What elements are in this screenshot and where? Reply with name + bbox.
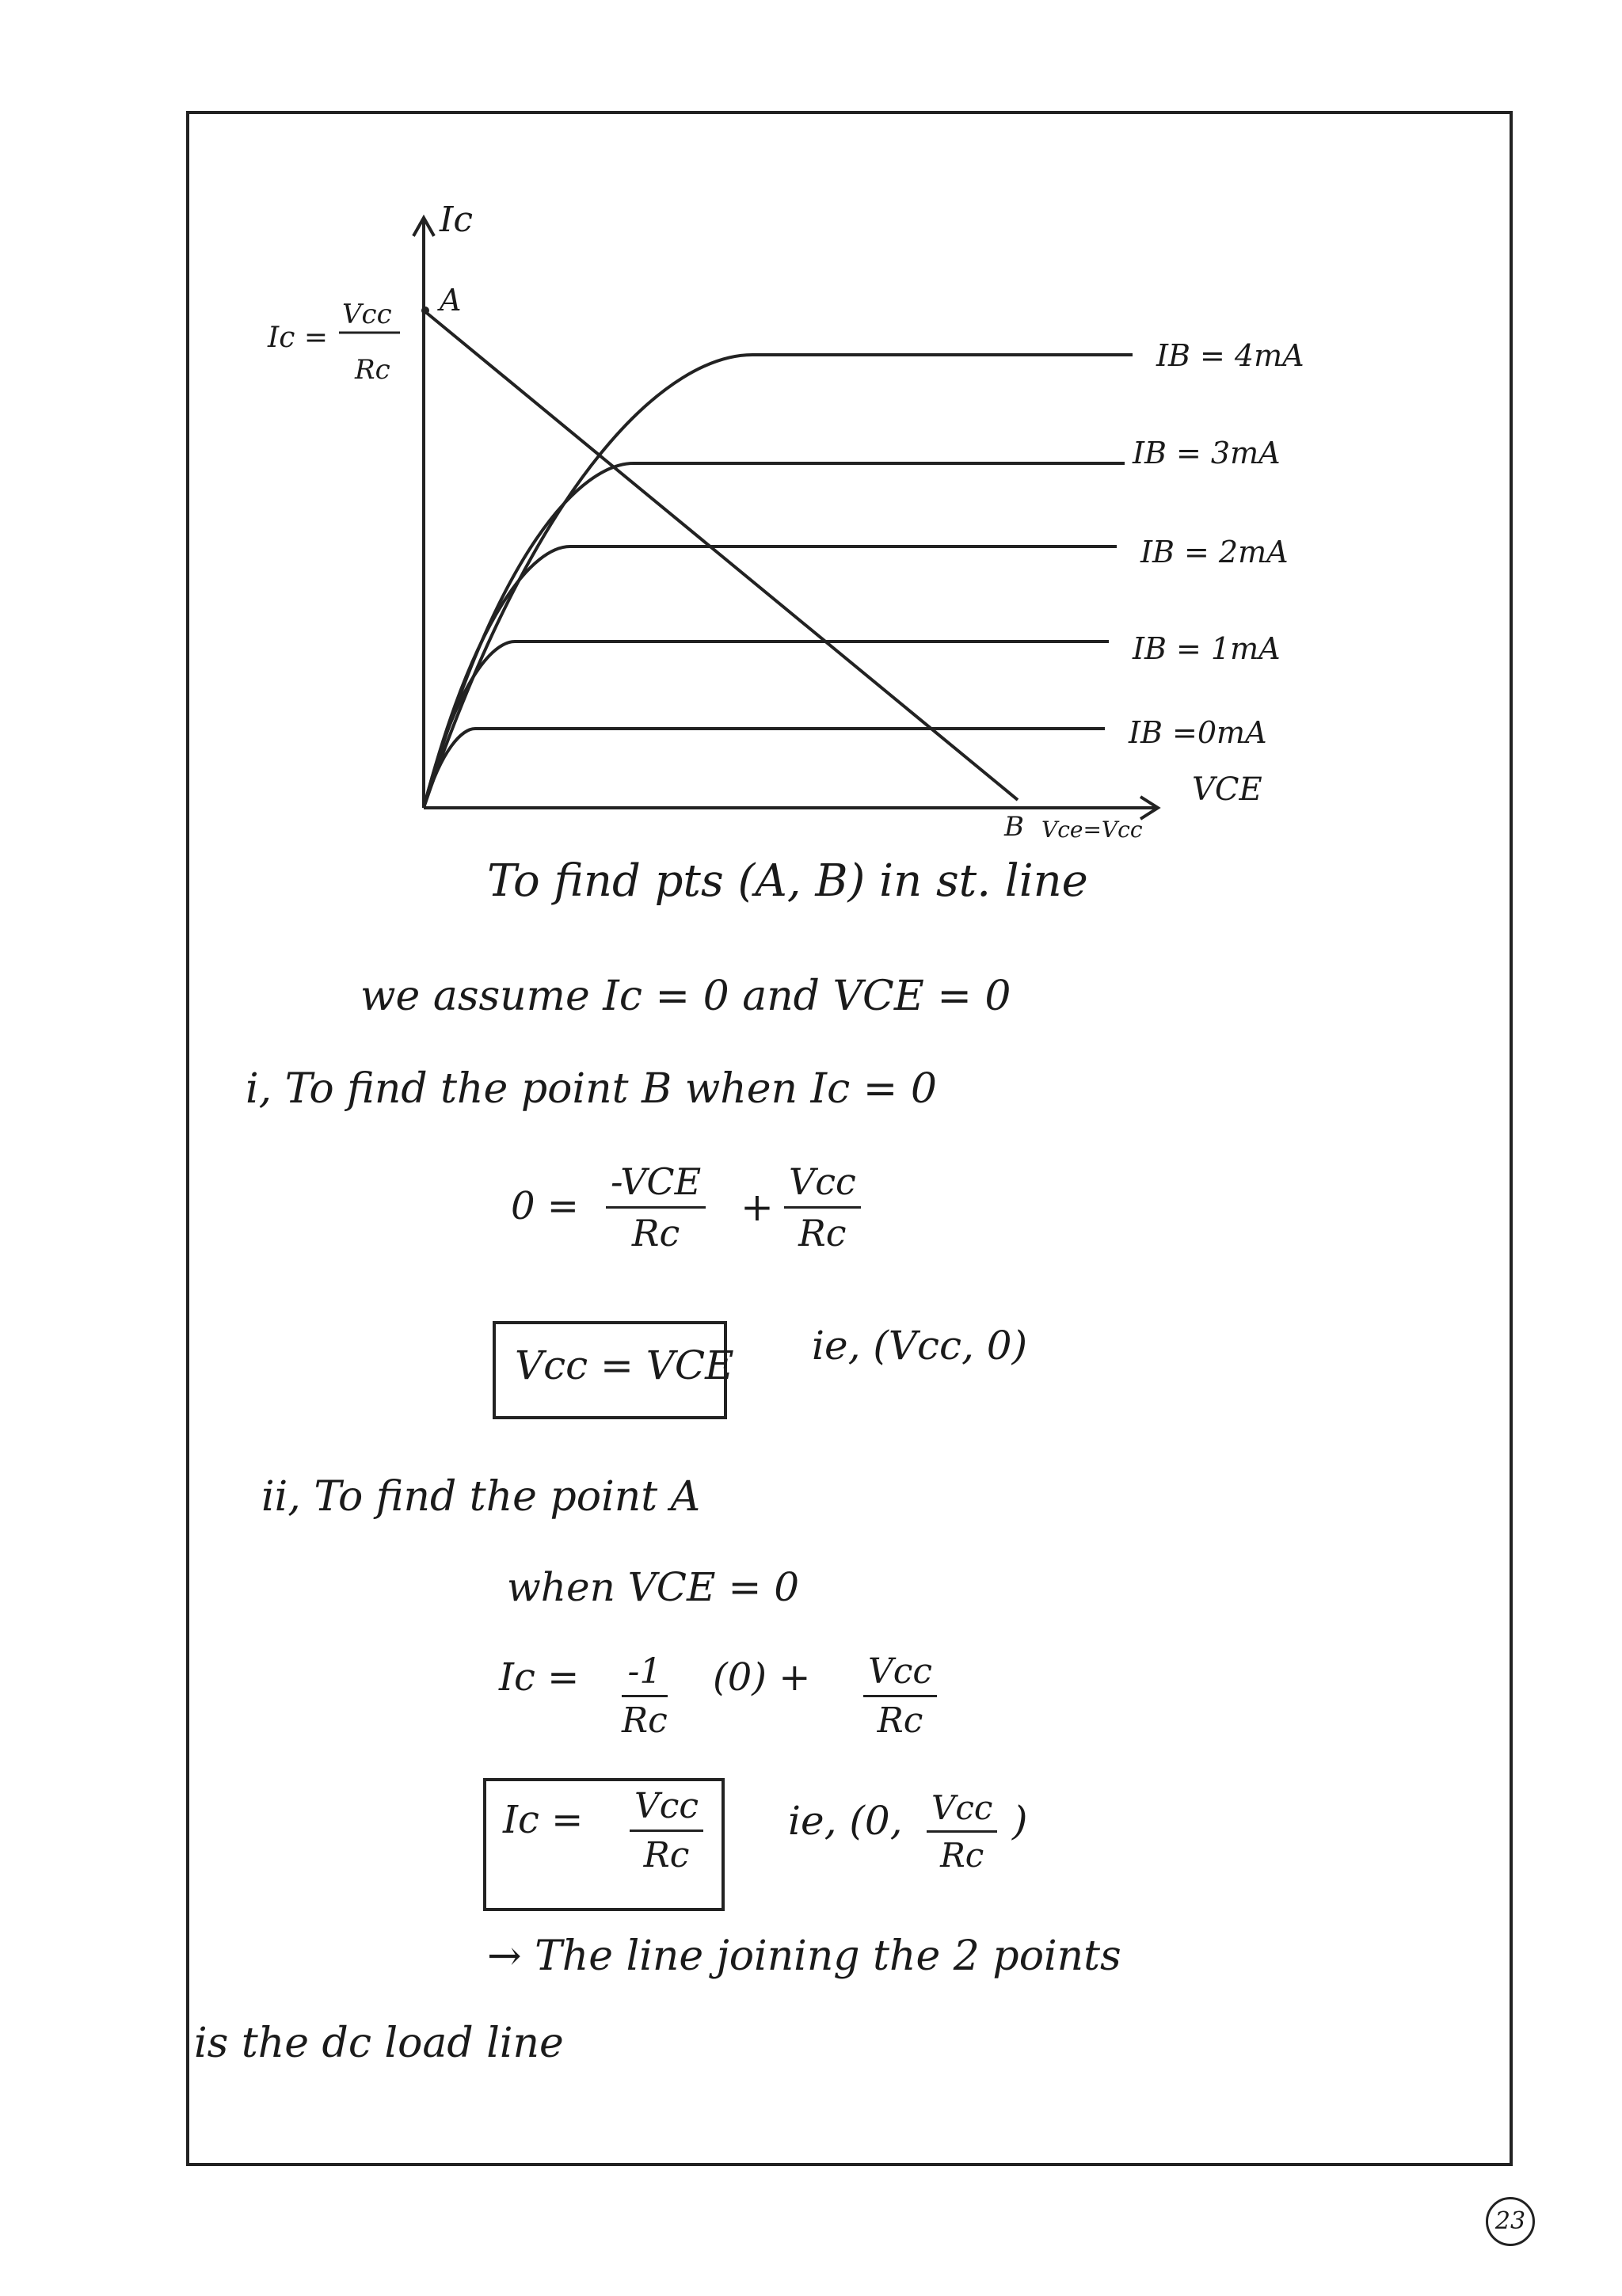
curves xyxy=(424,338,1304,808)
eq1-term1-num: -VCE xyxy=(606,1160,706,1209)
conclusion-line-2: is the dc load line xyxy=(194,2020,564,2067)
result-box-vcc-text: Vcc = VCE xyxy=(515,1342,734,1388)
ib-curve-3 xyxy=(424,642,1109,808)
point-b-coordinates: ie, (Vcc, 0) xyxy=(812,1323,1028,1369)
transistor-characteristics-chart xyxy=(0,0,1622,871)
eq2-term1 xyxy=(622,1651,668,1741)
x-axis-label: VCE xyxy=(1192,771,1262,808)
eq1-term2-den: Rc xyxy=(798,1212,847,1255)
point-a-coordinates-den: Rc xyxy=(940,1836,984,1875)
ib-curve-2 xyxy=(424,546,1117,808)
eq2-middle: (0) + xyxy=(713,1655,811,1700)
point-a-coordinates-fraction xyxy=(927,1788,997,1875)
eq2-lhs: Ic = xyxy=(499,1655,580,1700)
eq1-term2-num: Vcc xyxy=(784,1160,861,1209)
step-two-condition: when VCE = 0 xyxy=(507,1564,800,1610)
point-a-coordinates-prefix: ie, (0, xyxy=(788,1798,903,1844)
point-b-label: B xyxy=(1004,811,1024,843)
eq1-plus: + xyxy=(741,1184,774,1230)
heading-find-points: To find pts (A, B) in st. line xyxy=(487,855,1088,907)
page-number: 23 xyxy=(1486,2197,1535,2246)
dc-load-line xyxy=(424,310,1018,800)
eq2-term2-num: Vcc xyxy=(863,1651,937,1697)
ib-curve-label-2: IB = 2mA xyxy=(1140,535,1289,569)
step-one-heading: i, To find the point B when Ic = 0 xyxy=(246,1065,937,1113)
y-intercept-den: Rc xyxy=(355,354,390,386)
eq2-term2-den: Rc xyxy=(877,1700,923,1741)
point-a-coordinates-num: Vcc xyxy=(927,1788,997,1833)
ib-curve-label-1: IB = 3mA xyxy=(1133,436,1281,470)
eq1-term1 xyxy=(606,1160,706,1255)
assumption-line: we assume Ic = 0 and VCE = 0 xyxy=(360,973,1011,1020)
result-box-ic-num: Vcc xyxy=(630,1786,703,1832)
ib-curve-4 xyxy=(424,729,1105,808)
ib-curve-1 xyxy=(424,463,1125,808)
ib-curve-label-4: IB =0mA xyxy=(1129,715,1267,750)
eq2-term2 xyxy=(863,1651,937,1741)
result-box-ic-lhs: Ic = xyxy=(503,1798,584,1842)
eq1-term2 xyxy=(784,1160,861,1255)
eq2-term1-num: -1 xyxy=(622,1651,668,1697)
point-a-marker xyxy=(421,307,429,314)
y-intercept-lhs: Ic = xyxy=(268,322,328,354)
result-box-ic-fraction xyxy=(630,1786,703,1875)
ib-curve-0 xyxy=(424,355,1133,808)
step-two-heading: ii, To find the point A xyxy=(261,1473,701,1521)
eq1-term1-den: Rc xyxy=(631,1212,680,1255)
x-intercept-label: Vce=Vcc xyxy=(1041,817,1143,843)
y-axis-label: Ic xyxy=(440,200,474,240)
ib-curve-label-3: IB = 1mA xyxy=(1133,631,1281,666)
ib-curve-label-0: IB = 4mA xyxy=(1156,338,1304,373)
point-a-coordinates-suffix: ) xyxy=(1012,1798,1028,1844)
eq2-term1-den: Rc xyxy=(622,1700,668,1741)
eq1-lhs: 0 = xyxy=(511,1184,580,1228)
point-a-label: A xyxy=(440,283,462,318)
result-box-ic-den: Rc xyxy=(643,1835,690,1875)
conclusion-line-1: → The line joining the 2 points xyxy=(487,1932,1121,1980)
y-intercept-num: Vcc xyxy=(342,299,392,330)
